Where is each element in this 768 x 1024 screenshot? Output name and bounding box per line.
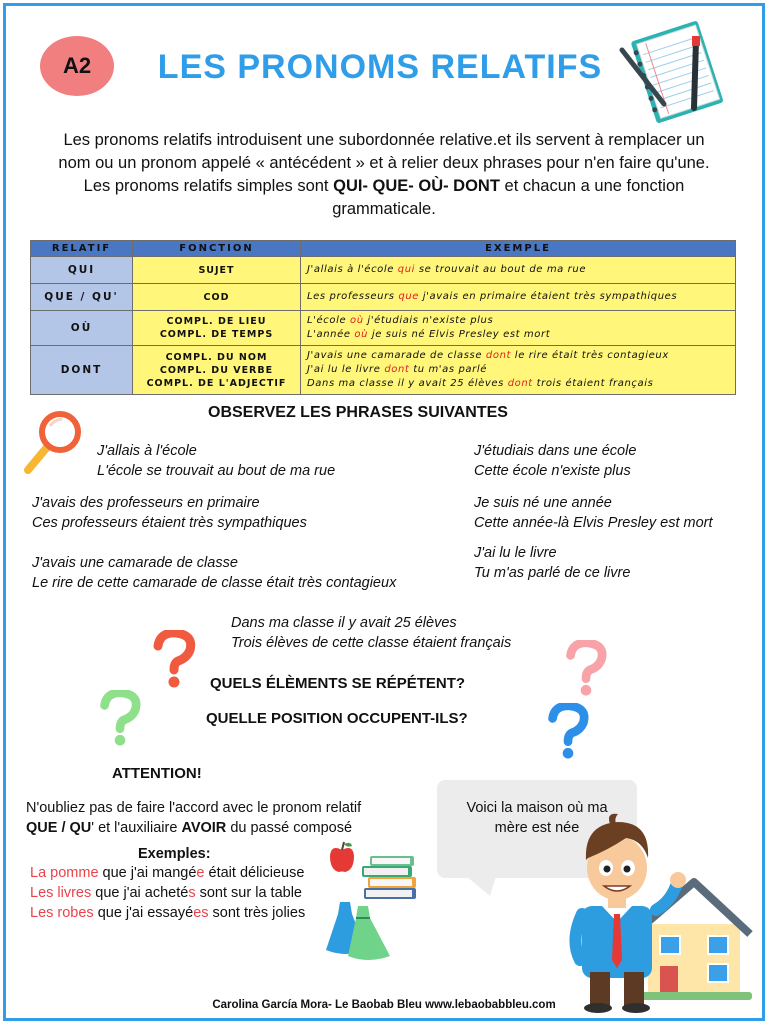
exemple-text: J'ai lu le livre xyxy=(307,364,385,375)
table-header-row xyxy=(31,241,736,257)
sentence: Je suis né une année xyxy=(474,495,612,511)
exemple-text: le rire était très contagieux xyxy=(511,350,669,361)
exemple-cell xyxy=(301,257,736,284)
exemple-text: J'avais une camarade de classe xyxy=(307,350,486,361)
exemple-text: j'avais en primaire étaient très sympathiques xyxy=(419,291,678,302)
intro-text: Les pronoms relatifs simples sont xyxy=(83,177,334,195)
question-mark-icon xyxy=(96,690,144,746)
pronouns-table xyxy=(30,240,736,395)
exemple-line xyxy=(307,290,729,304)
example-text: que j'ai mangé xyxy=(98,865,197,881)
intro-line xyxy=(22,175,746,198)
question-2: QUELLE POSITION OCCUPENT-ILS? xyxy=(206,710,468,727)
intro-line: grammaticale. xyxy=(332,200,436,218)
exemple-line xyxy=(307,377,729,391)
table-row xyxy=(31,311,736,346)
exemple-text: Les professeurs xyxy=(307,291,399,302)
speech-bubble-tail xyxy=(466,876,496,898)
exemple-text: tu m'as parlé xyxy=(409,364,487,375)
relatif-cell: OÙ xyxy=(31,311,133,346)
fonction-line: COMPL. DE LIEU xyxy=(166,316,267,327)
sentence-pair xyxy=(231,613,511,653)
example-text: que j'ai essayé xyxy=(93,905,194,921)
agreement-ending: s xyxy=(188,885,196,901)
note-line xyxy=(26,818,361,838)
intro-line: nom ou un pronom appelé « antécédent » et à relier deux phrases pour n'en faire qu'une. xyxy=(58,154,710,172)
exemple-text: L'année xyxy=(307,329,355,340)
example-text: que j'ai acheté xyxy=(91,885,189,901)
fonction-line: COMPL. DU NOM xyxy=(165,351,268,363)
highlighted-pronoun: dont xyxy=(507,378,533,389)
question-1: QUELS ÉLÈMENTS SE RÉPÉTENT? xyxy=(210,675,466,692)
fonction-cell xyxy=(133,311,301,346)
exemple-line xyxy=(307,314,729,328)
exemple-text: Dans ma classe il y avait 25 élèves xyxy=(307,378,508,389)
books-icon xyxy=(360,852,420,902)
page-title: LES PRONOMS RELATIFS xyxy=(157,48,603,86)
exemple-text: J'allais à l'école xyxy=(307,264,398,275)
highlighted-pronoun: qui xyxy=(397,264,416,275)
example-subject: Les robes xyxy=(30,905,94,921)
sentence-pair xyxy=(474,441,636,481)
sentence: Trois élèves de cette classe étaient français xyxy=(231,635,512,651)
example-text: sont très jolies xyxy=(208,905,306,921)
note-line: N'oubliez pas de faire l'accord avec le pronom relatif xyxy=(26,800,362,816)
fonction-line: SUJET xyxy=(198,264,235,276)
highlighted-pronoun: dont xyxy=(485,350,512,361)
column-header: RELATIF xyxy=(31,241,133,257)
sentence: L'école se trouvait au bout de ma rue xyxy=(97,463,336,479)
question-mark-icon xyxy=(150,630,198,688)
sentence: J'étudiais dans une école xyxy=(474,443,637,459)
fonction-line: COMPL. DE L'ADJECTIF xyxy=(146,377,287,389)
sentence: Le rire de cette camarade de classe était très contagieux xyxy=(32,575,397,591)
exemple-cell xyxy=(301,346,736,395)
magnifier-icon xyxy=(22,410,86,478)
table-row xyxy=(31,257,736,284)
question-mark-icon xyxy=(544,703,592,759)
fonction-cell xyxy=(133,284,301,311)
agreement-ending: es xyxy=(193,905,209,921)
highlighted-pronoun: où xyxy=(354,329,369,340)
exemple-line xyxy=(307,349,729,363)
agreement-ending: e xyxy=(196,865,205,881)
relatif-cell: QUE / QU' xyxy=(31,284,133,311)
sentence: Cette année-là Elvis Presley est mort xyxy=(474,515,713,531)
speech-line: mère est née xyxy=(494,820,580,836)
sentence: J'avais des professeurs en primaire xyxy=(32,495,260,511)
fonction-line: COMPL. DE TEMPS xyxy=(159,329,274,340)
highlighted-pronoun: dont xyxy=(384,364,410,375)
attention-note xyxy=(26,798,361,838)
table-row xyxy=(31,346,736,395)
note-text: du passé composé xyxy=(226,820,353,836)
list-item xyxy=(30,863,305,883)
exemple-cell xyxy=(301,311,736,346)
level-badge xyxy=(40,36,114,96)
sentence: Dans ma classe il y avait 25 élèves xyxy=(231,615,457,631)
fonction-line: COMPL. DU VERBE xyxy=(159,364,274,376)
footer-credit: Carolina García Mora- Le Baobab Bleu www.lebaobabbleu.com xyxy=(212,999,556,1011)
note-bold: QUE / QU xyxy=(26,820,92,836)
sentence: J'ai lu le livre xyxy=(474,545,557,561)
example-subject: Les livres xyxy=(30,885,92,901)
question-mark-icon xyxy=(562,640,610,696)
sentence: Ces professeurs étaient très sympathiques xyxy=(32,515,307,531)
intro-text: et chacun a une fonction xyxy=(499,177,685,195)
highlighted-pronoun: que xyxy=(398,291,420,302)
example-text: sont sur la table xyxy=(195,885,302,901)
exemple-text: j'étudiais n'existe plus xyxy=(363,315,494,326)
exemple-text: trois étaient français xyxy=(532,378,654,389)
sentence: J'allais à l'école xyxy=(97,443,197,459)
cartoon-man-icon xyxy=(566,810,696,1016)
table-row xyxy=(31,284,736,311)
column-header: FONCTION xyxy=(133,241,301,257)
sentence: Cette école n'existe plus xyxy=(474,463,631,479)
sentence-pair xyxy=(97,441,335,481)
notebook-pen-icon xyxy=(612,16,736,128)
list-item xyxy=(30,903,305,923)
attention-heading: ATTENTION! xyxy=(112,765,202,782)
relatif-cell: QUI xyxy=(31,257,133,284)
dresses-icon xyxy=(322,898,394,966)
sentence-pair xyxy=(32,493,307,533)
highlighted-pronoun: où xyxy=(350,315,364,326)
intro-line: Les pronoms relatifs introduisent une subordonnée relative.et ils servent à remplacer un xyxy=(63,131,705,149)
list-item xyxy=(30,883,305,903)
example-text: était délicieuse xyxy=(204,865,305,881)
observe-heading: OBSERVEZ LES PHRASES SUIVANTES xyxy=(208,404,508,421)
intro-paragraph xyxy=(22,129,746,221)
fonction-cell xyxy=(133,346,301,395)
sentence-pair xyxy=(474,543,630,583)
exemple-line xyxy=(307,263,729,277)
fonction-cell xyxy=(133,257,301,284)
exemple-line xyxy=(307,363,729,377)
pronouns-list: QUI- QUE- OÙ- DONT xyxy=(333,177,500,195)
exemple-text: je suis né Elvis Presley est mort xyxy=(368,329,551,340)
fonction-line: COD xyxy=(203,291,230,303)
example-subject: La pomme xyxy=(30,865,99,881)
sentence-pair xyxy=(474,493,713,533)
sentence-pair xyxy=(32,553,396,593)
exemple-text: L'école xyxy=(307,315,350,326)
exemple-line xyxy=(307,328,729,342)
level-badge-text: A2 xyxy=(62,53,92,78)
speech-line: Voici la maison où ma xyxy=(466,800,608,816)
note-text: ' et l'auxiliaire xyxy=(91,820,182,836)
examples-label: Exemples: xyxy=(138,846,211,862)
apple-icon xyxy=(327,840,357,874)
sentence: J'avais une camarade de classe xyxy=(32,555,238,571)
relatif-cell: DONT xyxy=(31,346,133,395)
exemple-text: se trouvait au bout de ma rue xyxy=(415,264,587,275)
sentence: Tu m'as parlé de ce livre xyxy=(474,565,631,581)
column-header: EXEMPLE xyxy=(301,241,736,257)
examples-list xyxy=(30,863,305,923)
note-bold: AVOIR xyxy=(181,820,227,836)
exemple-cell xyxy=(301,284,736,311)
